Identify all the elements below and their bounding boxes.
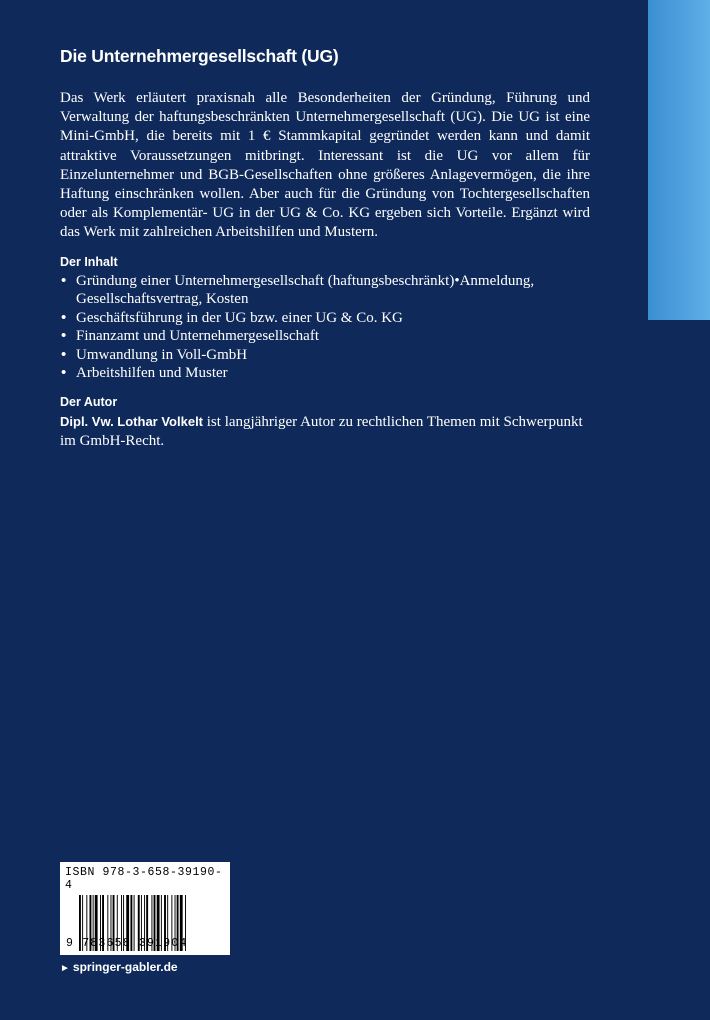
bullet-icon: • [61,345,67,363]
contents-heading: Der Inhalt [60,254,118,269]
author-name: Dipl. Vw. Lothar Volkelt [60,413,204,429]
bullet-icon: • [61,364,67,382]
book-description: Das Werk erläutert praxisnah alle Besonderheiten der Gründung, Führung und Verwaltung der haftungsbeschränkten Unternehmergesellschaft (UG). Die UG ist eine Mini-GmbH, die bereits mit 1 € Stammkapital gegründet werden kann und damit attraktive Voraussetzungen mitbringt. Interessant ist die UG vor allem für Einzelunternehmer und BGB-Gesellschaften ohne größeres Anlagevermögen, die ihre Haftung einschränken wollen. Aber auch für die Gründung von Tochtergesellschaften oder als Komplementär- UG in der UG & Co. KG ergeben sich Vorteile. Ergänzt wird das Werk mit zahlreichen Arbeitshilfen und Mustern. [60,90,590,241]
back-cover-content [60,46,590,451]
author-bio [60,412,590,451]
list-item: • Arbeitshilfen und Muster [61,364,228,382]
barcode-digits: 9 783658 391904 [66,937,188,950]
publisher-url: springer-gabler.de [72,960,178,974]
contents-list [60,272,590,383]
list-item: • Finanzamt und Unternehmergesellschaft [61,327,319,345]
list-item: • Gründung einer Unternehmergesellschaft (haftungsbeschränkt)•Anmeldung, Gesellschaftsvertrag, Kosten [61,271,535,308]
bullet-icon: • [61,271,67,289]
list-item: • Geschäftsführung in der UG bzw. einer UG & Co. KG [61,308,403,326]
bullet-icon: • [61,308,67,326]
list-item: • Umwandlung in Voll-GmbH [61,345,248,363]
isbn-label: ISBN 978-3-658-39190-4 [65,866,223,892]
isbn-barcode-box [60,862,230,955]
arrow-right-icon: ► [60,963,70,974]
book-title: Die Unternehmergesellschaft (UG) [60,46,339,66]
publisher-link[interactable] [60,960,178,974]
author-heading: Der Autor [60,394,118,409]
accent-bar [648,0,710,320]
author-bio-text: ist langjähriger Autor zu rechtlichen Themen mit Schwerpunkt im GmbH-Recht. [60,413,583,449]
bullet-icon: • [61,327,67,345]
